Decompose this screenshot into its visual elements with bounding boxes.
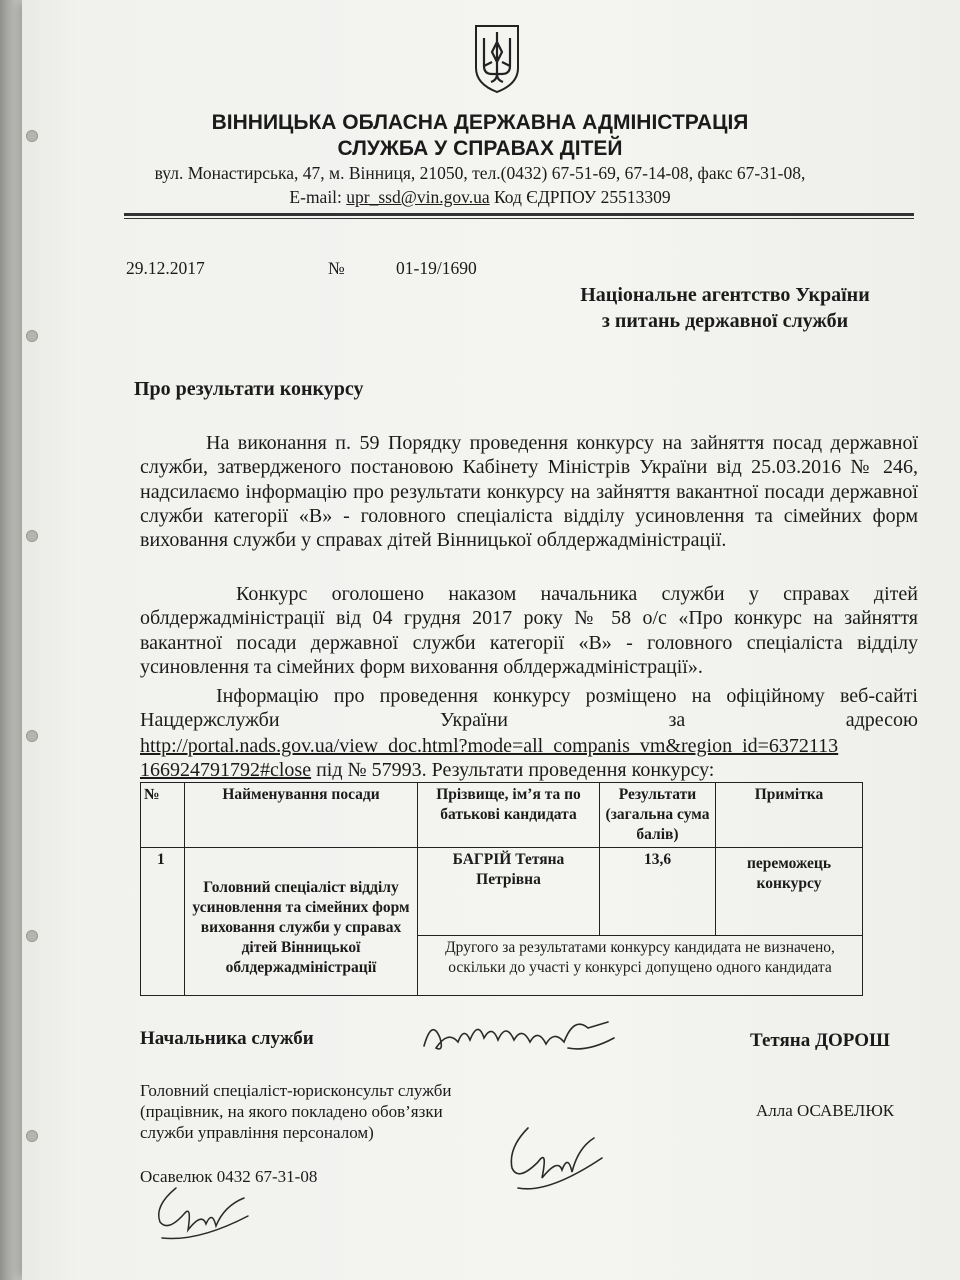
executor-line: Осавелюк 0432 67-31-08 (140, 1167, 318, 1186)
row-num: 1 (141, 848, 185, 996)
head-signature (418, 1008, 618, 1068)
row-candidate: БАГРІЙ Тетяна Петрівна (418, 848, 600, 936)
table-footnote: Другого за результатами конкурсу кандидата не визначено, оскільки до участі у конкурсі допущено одного кандидата (418, 936, 863, 996)
service-name: СЛУЖБА У СПРАВАХ ДІТЕЙ (337, 137, 623, 160)
email-link[interactable]: upr_ssd@vin.gov.ua (346, 187, 490, 207)
header-position: Найменування посади (185, 783, 418, 848)
nads-link-end[interactable]: 166924791792#close (140, 759, 312, 781)
number-sign: № (328, 258, 345, 278)
document-date: 29.12.2017 (126, 258, 205, 278)
header-candidate: Прізвище, ім’я та по батькові кандидата (418, 783, 600, 848)
letter-subject: Про результати конкурсу (134, 378, 364, 400)
lawyer-title-line3: служби управління персоналом) (140, 1123, 374, 1142)
coat-of-arms-icon (472, 22, 522, 94)
contact-line (0, 187, 960, 208)
results-table (140, 782, 863, 996)
addressee-line2: з питань державної служби (601, 310, 849, 332)
header-note: Примітка (716, 783, 863, 848)
org-name: ВІННИЦЬКА ОБЛАСНА ДЕРЖАВНА АДМІНІСТРАЦІЯ (211, 111, 749, 134)
addressee-line1: Національне агентство України (580, 284, 870, 306)
paragraph-3: Інформацію про проведення конкурсу розміщено на офіційному веб-сайті Нацдержслужби України за адресою (140, 685, 918, 732)
header-num: № (141, 783, 185, 848)
lawyer-title-line2: (працівник, на якого покладено обов’язки (140, 1102, 443, 1121)
header-result: Результати (загальна сума балів) (600, 783, 716, 848)
head-title: Начальника служби (140, 1028, 314, 1049)
nads-link[interactable]: http://portal.nads.gov.ua/view_doc.html?mode=all_companis_vm&region_id=6372113 (140, 735, 839, 757)
table-header-row (141, 783, 863, 848)
email-label: E-mail: (289, 187, 347, 207)
paragraph-2: Конкурс оголошено наказом начальника служби у справах дітей облдержадміністрації від 04 грудня 2017 року № 58 о/с «Про конкурс на зайняття вакантної посади державної служби категорії «В» - головного спеціаліста відділу усиновлення та сімейних форм виховання облдержадміністрації». (140, 583, 918, 678)
row-note: переможець конкурсу (716, 848, 863, 936)
document-number: 01-19/1690 (396, 258, 477, 278)
after-link-text: під № 57993. Результати проведення конкурсу: (311, 759, 715, 781)
header-divider (124, 213, 914, 216)
head-name: Тетяна ДОРОШ (750, 1030, 890, 1051)
org-address: вул. Монастирська, 47, м. Вінниця, 21050, тел.(0432) 67-51-69, 67-14-08, факс 67-31-08, (154, 163, 806, 183)
paragraph-1: На виконання п. 59 Порядку проведення конкурсу на зайняття посад державної служби, затвердженого постановою Кабінету Міністрів України від 25.03.2016 № 246, надсилаємо інформацію про результати конкурсу на зайняття вакантної посади державної служби категорії «В» - головного спеціаліста відділу усиновлення та сімейних форм виховання служби у справах дітей Вінницької облдержадміністрації. (140, 432, 918, 552)
nads-link-line2 (140, 759, 714, 782)
executor-signature (148, 1180, 258, 1250)
edrpou-code: Код ЄДРПОУ 25513309 (489, 187, 671, 207)
header-divider-thin (124, 218, 914, 219)
lawyer-title-line1: Головний спеціаліст-юрисконсульт служби (140, 1081, 452, 1100)
table-row (141, 848, 863, 936)
lawyer-signature (498, 1118, 608, 1208)
nads-link-line1[interactable] (140, 735, 838, 758)
row-result: 13,6 (600, 848, 716, 936)
lawyer-name: Алла ОСАВЕЛЮК (756, 1101, 895, 1120)
row-position: Головний спеціаліст відділу усиновлення та сімейних форм виховання служби у справах дітей Вінницької облдержадміністрації (185, 848, 418, 996)
